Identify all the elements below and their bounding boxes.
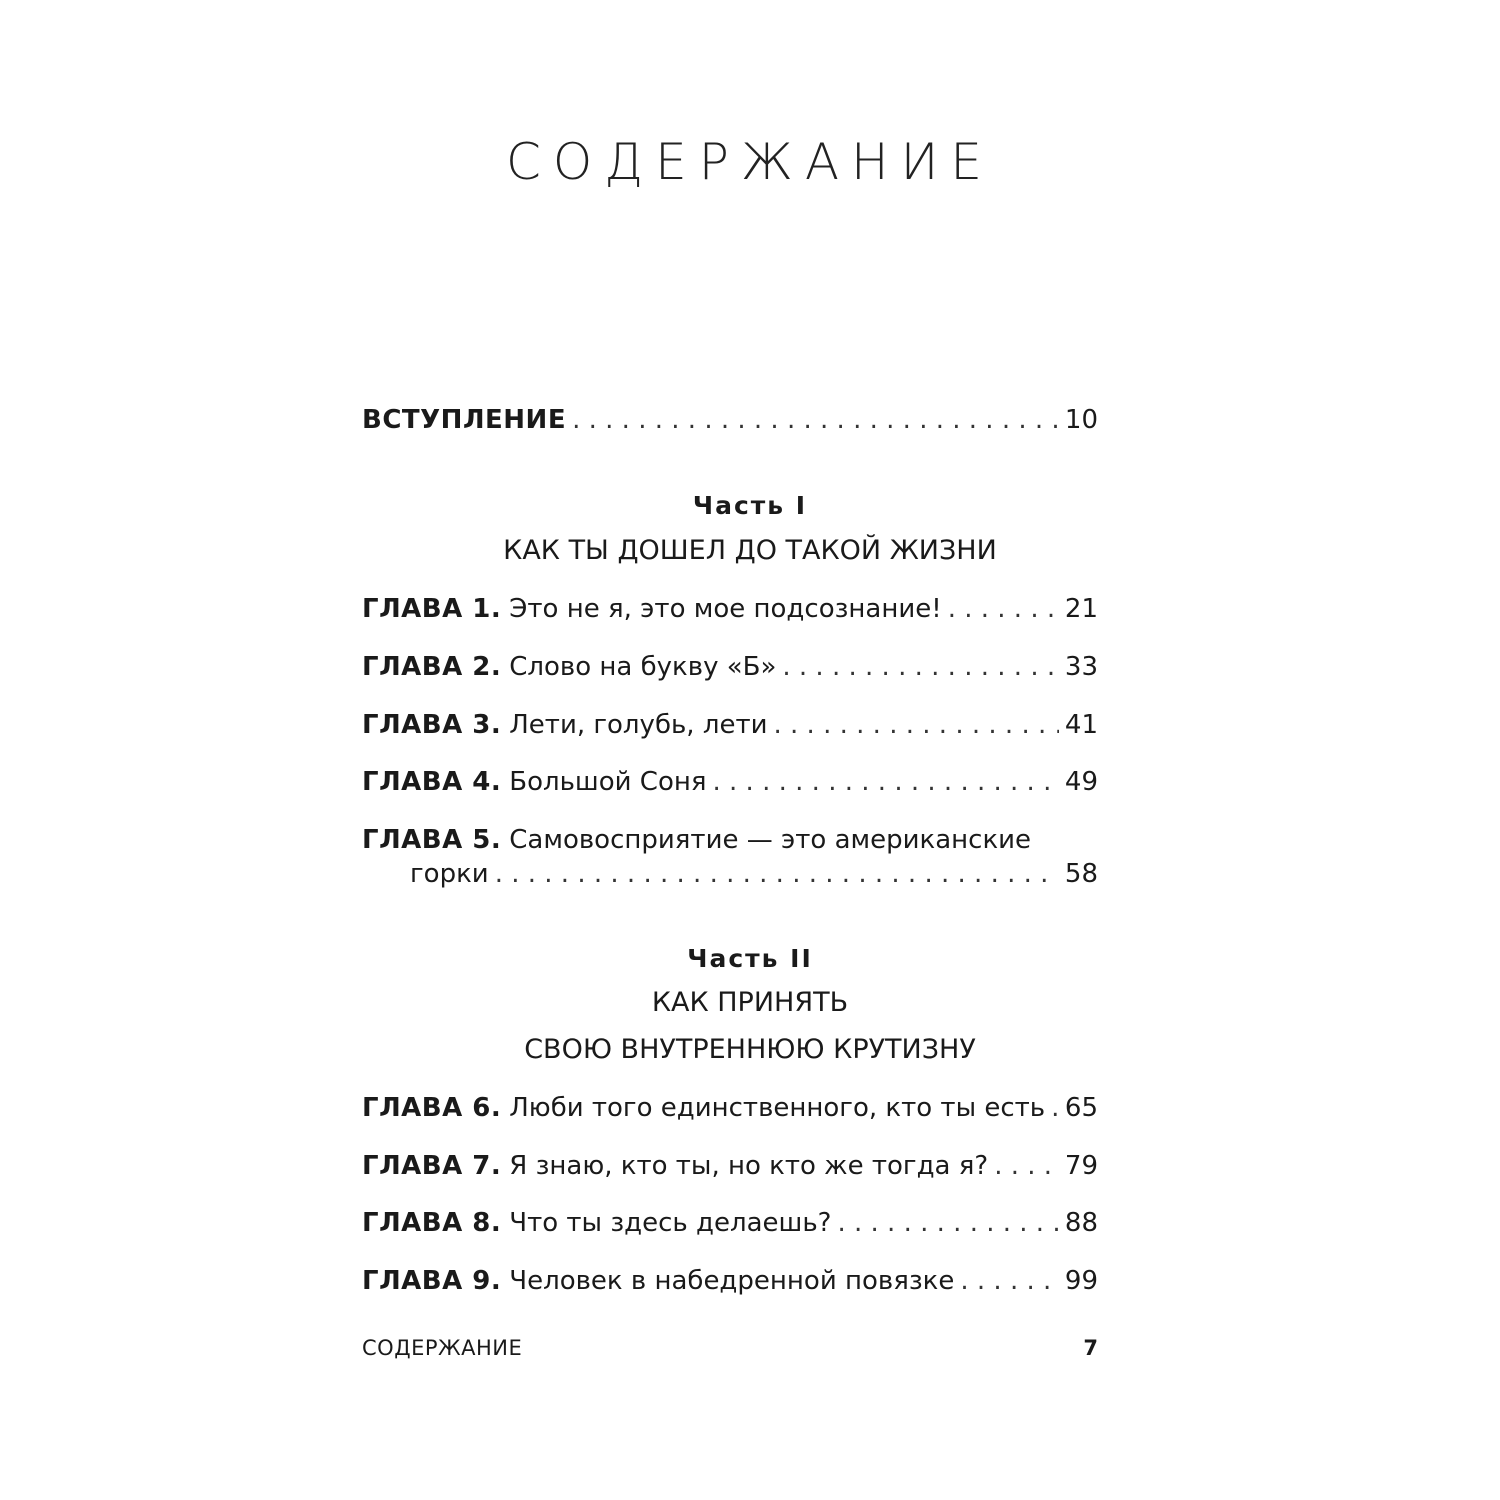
toc-entry-label: ГЛАВА 5. [362,825,502,855]
toc-page-number: 99 [1064,1266,1098,1296]
toc-entry-label: ГЛАВА 8. [362,1208,502,1238]
toc-entry-chapter-2[interactable] [362,649,1098,685]
part-label: Часть II [687,944,813,973]
dot-leader [713,764,1059,800]
toc-entry-label: ГЛАВА 9. [362,1266,502,1296]
toc-entry-title: Что ты здесь делаешь? [509,1208,832,1238]
toc-entry-chapter-3[interactable] [362,707,1098,743]
toc-entry-title: Человек в набедренной повязке [509,1266,955,1296]
toc-entry-chapter-5[interactable] [362,822,1098,858]
dot-leader [994,1148,1059,1184]
toc-entry-title: Я знаю, кто ты, но кто же тогда я? [509,1151,989,1181]
dot-leader [837,1205,1058,1241]
toc-entry-label: ВСТУПЛЕНИЕ [362,405,567,435]
toc-entry-title: Лети, голубь, лети [509,710,768,740]
dot-leader [960,1263,1059,1299]
toc-page-number: 10 [1064,405,1098,435]
toc-entry-intro[interactable] [362,402,1098,438]
running-head: СОДЕРЖАНИЕ [362,1336,523,1360]
part-title: КАК ТЫ ДОШЕЛ ДО ТАКОЙ ЖИЗНИ [503,535,997,566]
toc-entry-label: ГЛАВА 2. [362,652,502,682]
toc-entry-chapter-4[interactable] [362,764,1098,800]
toc-entry-chapter-7[interactable] [362,1148,1098,1184]
part-title-line-2: СВОЮ ВНУТРЕННЮЮ КРУТИЗНУ [524,1034,976,1065]
toc-page-number: 88 [1064,1208,1098,1238]
toc-page-number: 21 [1064,594,1098,624]
part-title-line-1: КАК ПРИНЯТЬ [651,987,849,1018]
toc-page-number: 58 [1064,859,1098,889]
toc-entry-title: Большой Соня [509,767,707,797]
toc-entry-label: ГЛАВА 7. [362,1151,502,1181]
page-number: 7 [1083,1336,1098,1360]
toc-entry-title-continued: горки [410,859,489,889]
toc-entry-label: ГЛАВА 3. [362,710,502,740]
page-title: СОДЕРЖАНИЕ [506,133,994,191]
dot-leader [1051,1090,1059,1126]
toc-entry-chapter-9[interactable] [362,1263,1098,1299]
dot-leader [948,591,1059,627]
dot-leader [774,707,1059,743]
toc-page-number: 65 [1064,1093,1098,1123]
toc-entry-title: Люби того единственного, кто ты есть [509,1093,1046,1123]
toc-page-number: 49 [1064,767,1098,797]
toc-entry-chapter-5-continued[interactable] [362,856,1098,892]
toc-page-number: 79 [1064,1151,1098,1181]
toc-page-number: 33 [1064,652,1098,682]
toc-entry-label: ГЛАВА 1. [362,594,502,624]
dot-leader [572,402,1059,438]
dot-leader [495,856,1059,892]
toc-entry-label: ГЛАВА 4. [362,767,502,797]
toc-entry-label: ГЛАВА 6. [362,1093,502,1123]
toc-entry-chapter-1[interactable] [362,591,1098,627]
part-label: Часть I [692,491,808,520]
toc-entry-title: Это не я, это мое подсознание! [509,594,942,624]
toc-entry-title: Слово на букву «Б» [509,652,777,682]
dot-leader [782,649,1059,685]
toc-entry-chapter-6[interactable] [362,1090,1098,1126]
toc-entry-chapter-8[interactable] [362,1205,1098,1241]
toc-page-number: 41 [1064,710,1098,740]
toc-entry-title: Самовосприятие — это американские [509,825,1032,855]
